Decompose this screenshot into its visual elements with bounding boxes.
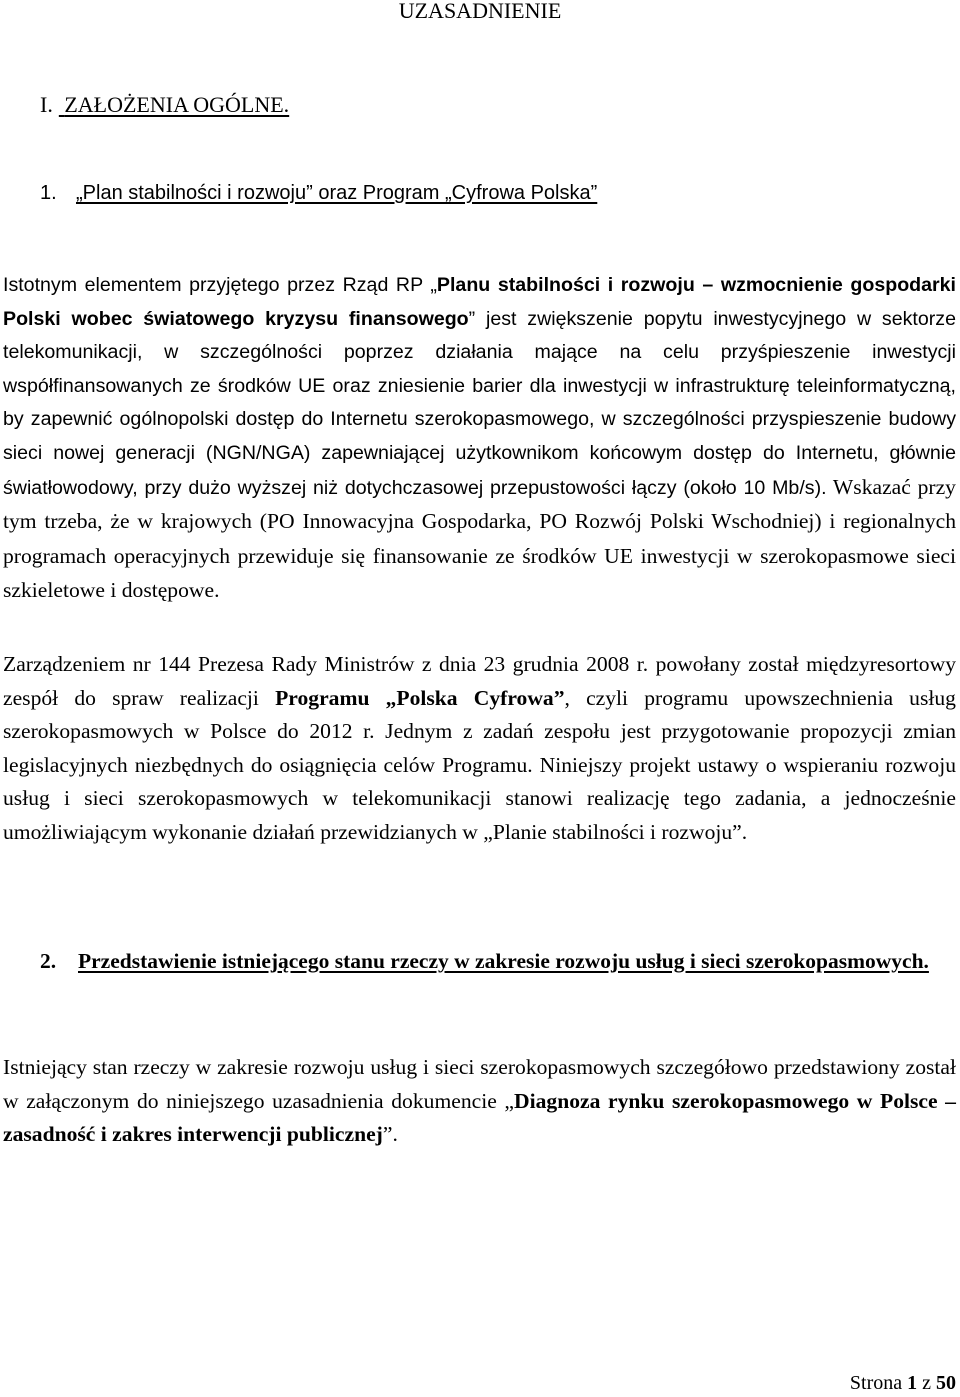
paragraph-1: [3, 269, 956, 609]
subsection-2-heading: [40, 948, 956, 974]
paragraph-2-text: Zarządzeniem nr 144 Prezesa Rady Ministrów z dnia 23 grudnia 2008 r. powołany został międzyresortowy zespół do spraw realizacji: [3, 652, 956, 710]
paragraph-3: [3, 1051, 956, 1152]
page-number: [850, 1371, 956, 1395]
current-page: 1: [907, 1372, 918, 1394]
document-title: UZASADNIENIE: [398, 0, 562, 23]
page-of: z: [922, 1372, 931, 1394]
paragraph-3-bold: Diagnoza rynku szerokopasmowego w Polsce – zasadność i zakres interwencji publicznej: [3, 1088, 956, 1147]
paragraph-1-bold: Planu stabilności i rozwoju – wzmocnienie gospodarki Polski wobec światowego kryzysu finansowego: [3, 274, 956, 330]
paragraph-2: [3, 648, 956, 850]
section-heading: [40, 91, 289, 119]
paragraph-3-text-2: ”.: [382, 1122, 398, 1147]
paragraph-1-text-3: Wskazać przy tym trzeba, że w krajowych (PO Innowacyjna Gospodarka, PO Rozwój Polski Wschodniej) i regionalnych programach operacyjnych przewiduje się finansowanie ze środków UE inwestycji w szerokopasmowe sieci szkieletowe i dostępowe.: [3, 474, 956, 603]
page-label: Strona: [849, 1372, 903, 1394]
paragraph-1-text-2: ” jest zwiększenie popytu inwestycyjnego w sektorze telekomunikacji, w szczególności poprzez działania mające na celu przyśpieszenie inwestycji współfinansowanych ze środków UE oraz zniesienie barier dla inwestycji w infrastrukturę teleinformatyczną, by zapewnić ogólnopolski dostęp do Internetu szerokopasmowego, w szczególności przyspieszenie budowy sieci nowej generacji (NGN/NGA) zapewniającej użytkownikom końcowym dostęp do Internetu, głównie światłowodowy, przy dużo wyższej niż dotychczasowej przepustowości łączy (około 10 Mb/s).: [3, 307, 956, 499]
section-title: ZAŁOŻENIA OGÓLNE.: [64, 92, 290, 117]
paragraph-2-bold: Programu „Polska Cyfrowa”: [275, 685, 565, 710]
total-pages: 50: [936, 1372, 956, 1394]
subsection-1-number: 1.: [40, 182, 57, 204]
subsection-1-title: „Plan stabilności i rozwoju” oraz Program „Cyfrowa Polska”: [76, 182, 598, 204]
paragraph-3-text: Istniejący stan rzeczy w zakresie rozwoju usług i sieci szerokopasmowych szczegółowo przedstawiony został w załączonym do niniejszego uzasadnienia dokumencie „: [3, 1055, 956, 1113]
paragraph-2-text-2: , czyli programu upowszechnienia usług szerokopasmowych w Polsce do 2012 r. Jednym z zadań zespołu jest przygotowanie propozycji zmian legislacyjnych niezbędnych do osiągnięcia celów Programu. Niniejszy projekt ustawy o wspieraniu rozwoju usług i sieci szerokopasmowych w telekomunikacji stanowi realizację tego zadania, a jednocześnie umożliwiającym wykonanie działań przewidzianych w „Planie stabilności i rozwoju”.: [3, 685, 956, 844]
subsection-2-title: Przedstawienie istniejącego stanu rzeczy w zakresie rozwoju usług i sieci szerokopasmowych.: [78, 949, 929, 973]
subsection-1-heading: [40, 180, 597, 206]
section-number: I.: [40, 92, 53, 117]
paragraph-1-text: Istotnym elementem przyjętego przez Rząd RP „: [3, 274, 437, 296]
subsection-2-number: 2.: [40, 949, 57, 973]
